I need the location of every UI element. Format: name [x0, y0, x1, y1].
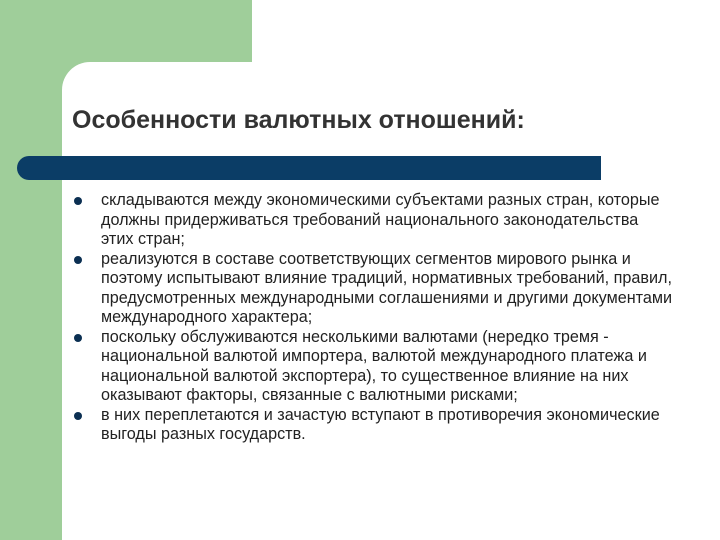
bullet-list	[74, 191, 674, 445]
decorative-green-strip	[0, 0, 62, 540]
bullet-text-2: реализуются в составе соответствующих сегментов мирового рынка и поэтому испытывают влияние традиций, нормативных требований, правил, предусмотренных международными соглашениями и другими документами международного характера;	[101, 249, 673, 326]
bullet-text-4: в них переплетаются и зачастую вступают в противоречия экономические выгоды разных государств.	[101, 405, 660, 443]
bullet-dot-icon	[74, 412, 82, 420]
title-underline-bar	[17, 156, 601, 180]
bullet-item-1	[74, 191, 674, 250]
bullet-text-3: поскольку обслуживаются несколькими валютами (нередко тремя - национальной валютой импортера, валютой международного платежа и национальной валютой экспортера), то существенное влияние на них оказывают факторы, связанные с валютными рисками;	[101, 327, 647, 404]
bullet-item-3	[74, 328, 674, 406]
bullet-item-2	[74, 250, 674, 328]
bullet-dot-icon	[74, 197, 82, 205]
bullet-text-1: складываются между экономическими субъектами разных стран, которые должны придерживаться требований национального законодательства этих стран;	[101, 191, 660, 248]
slide-title: Особенности валютных отношений:	[72, 106, 525, 134]
bullet-item-4	[74, 406, 674, 445]
bullet-dot-icon	[74, 256, 82, 264]
bullet-dot-icon	[74, 334, 82, 342]
